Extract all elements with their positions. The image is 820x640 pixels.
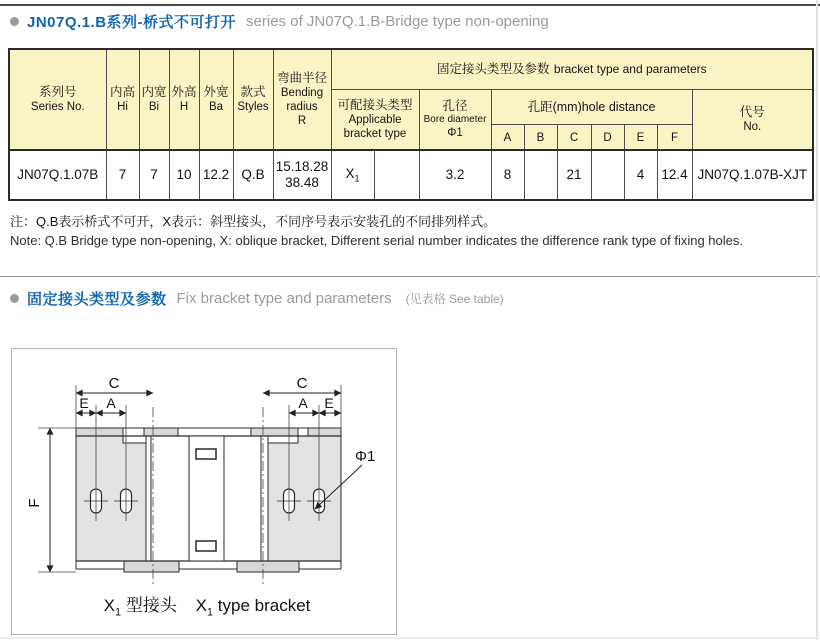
col-header-hole-distance: 孔距(mm)hole distance xyxy=(491,89,692,124)
cell-h: 10 xyxy=(169,150,199,200)
col-header-bi: 内宽 Bi xyxy=(139,49,169,150)
cell-styles: Q.B xyxy=(233,150,273,200)
bracket-diagram-panel xyxy=(11,348,397,635)
cell-bi: 7 xyxy=(139,150,169,200)
cell-a: 8 xyxy=(491,150,524,200)
section-divider xyxy=(0,276,820,277)
section-title-cn: 固定接头类型及参数 xyxy=(27,291,167,308)
col-header-ba: 外宽 Ba xyxy=(199,49,233,150)
col-header-e: E xyxy=(624,124,657,150)
page-title xyxy=(10,11,549,32)
col-header-styles: 款式 Styles xyxy=(233,49,273,150)
col-header-d: D xyxy=(591,124,624,150)
footnotes xyxy=(10,212,810,250)
dim-label-a-right: A xyxy=(298,395,308,411)
page-title-cn: JN07Q.1.B系列-桥式不可打开 xyxy=(27,14,237,31)
dim-label-f: F xyxy=(26,498,43,508)
section-hint: (见表格 See table) xyxy=(405,292,504,306)
col-header-no: 代号 No. xyxy=(692,89,813,150)
bullet-icon xyxy=(10,294,19,303)
col-header-c: C xyxy=(557,124,591,150)
col-header-bore-diameter: 孔径 Bore diameter Φ1 xyxy=(419,89,491,150)
diagram-caption: $X_1$ 型接头 $X_1$ type bracket xyxy=(103,596,311,619)
bullet-icon xyxy=(10,17,19,26)
cell-e: 4 xyxy=(624,150,657,200)
cell-c: 21 xyxy=(557,150,591,200)
cell-radius: 15.18.28 38.48 xyxy=(273,150,331,200)
hole-diameter-label: Φ1 xyxy=(355,448,376,465)
cell-hi: 7 xyxy=(106,150,139,200)
cell-d xyxy=(591,150,624,200)
dim-label-e-left: E xyxy=(79,395,89,411)
cell-b xyxy=(524,150,557,200)
cell-ba: 12.2 xyxy=(199,150,233,200)
dim-label-e-right: E xyxy=(324,395,334,411)
note-en: Note: Q.B Bridge type non-opening, X: oblique bracket, Different serial number indicates the difference rank type of fixing holes. xyxy=(10,233,743,248)
col-header-h: 外高 H xyxy=(169,49,199,150)
page-edge-right xyxy=(816,0,818,640)
page-edge-bottom xyxy=(0,637,820,639)
cell-no: JN07Q.1.07B-XJT xyxy=(692,150,813,200)
col-header-a: A xyxy=(491,124,524,150)
cell-bracket-type: $X_1$ xyxy=(331,150,374,200)
cell-series: JN07Q.1.07B xyxy=(9,150,106,200)
col-header-bracket-group: 固定接头类型及参数 bracket type and parameters xyxy=(331,49,813,89)
cell-bore: 3.2 xyxy=(419,150,491,200)
chain-link-section xyxy=(151,436,261,561)
page-title-en: series of JN07Q.1.B-Bridge type non-opening xyxy=(246,13,549,30)
section-header-bracket xyxy=(10,288,504,309)
col-header-hi: 内高 Hi xyxy=(106,49,139,150)
col-header-b: B xyxy=(524,124,557,150)
table-row xyxy=(9,150,813,200)
parameters-table xyxy=(8,48,814,201)
cell-f: 12.4 xyxy=(657,150,692,200)
note-cn: 注：Q.B表示桥式不可开，X表示：斜型接头，不同序号表示安装孔的不同排列样式。 xyxy=(10,214,497,229)
cell-bracket-type-alt xyxy=(374,150,419,200)
dim-label-a-left: A xyxy=(106,395,116,411)
section-title-en: Fix bracket type and parameters xyxy=(176,290,392,307)
top-rule xyxy=(0,4,820,6)
col-header-bending-radius: 弯曲半径 Bending radius R xyxy=(273,49,331,150)
dim-label-c-right: C xyxy=(296,375,308,392)
col-header-f: F xyxy=(657,124,692,150)
col-header-applicable-bracket: 可配接头类型 Applicable bracket type xyxy=(331,89,419,150)
dim-label-c-left: C xyxy=(108,375,120,392)
col-header-series: 系列号 Series No. xyxy=(9,49,106,150)
